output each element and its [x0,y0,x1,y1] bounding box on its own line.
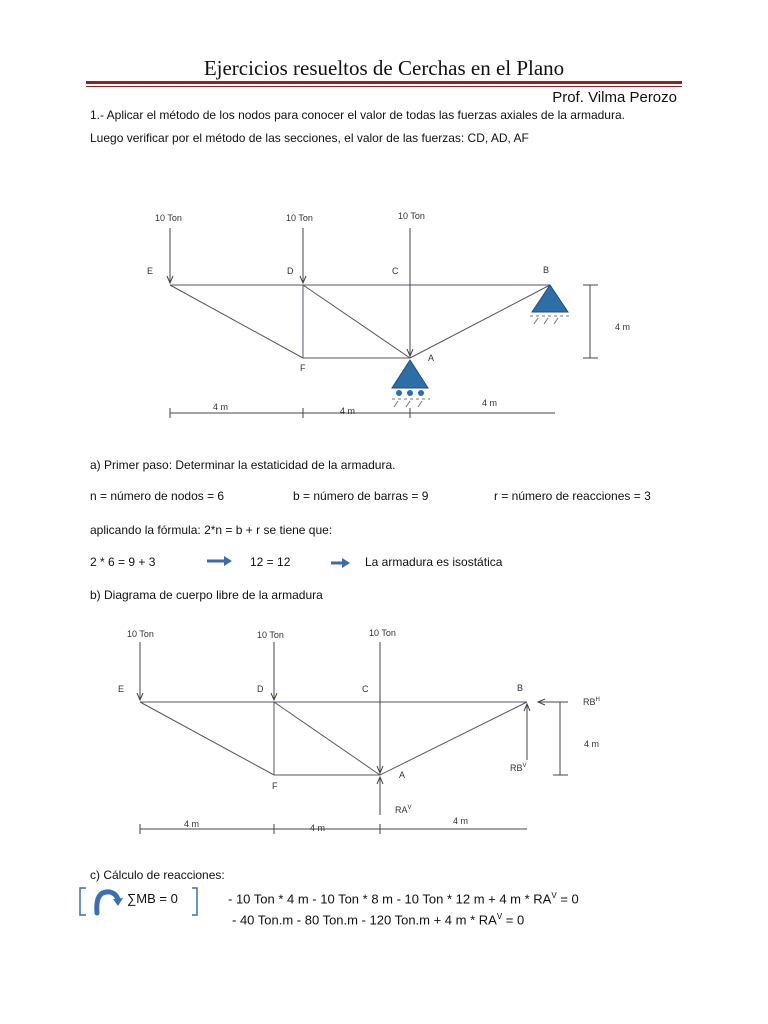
clockwise-moment-icon [97,892,123,913]
reaction-rbh-text: RB [583,697,596,707]
page-title: Ejercicios resueltos de Cerchas en el Plano [203,56,565,80]
node-label-e: E [147,266,154,276]
equation-2-main: - 40 Ton.m - 80 Ton.m - 120 Ton.m + 4 m * RA [232,912,497,928]
problem-line-2: Luego verificar por el método de las secciones, el valor de las fuerzas: CD, AD, AF [90,131,529,145]
reaction-rbh-sup: H [595,697,600,703]
step-a-heading: a) Primer paso: Determinar la estaticidad de la armadura. [90,458,396,472]
load-label-1: 10 Ton [127,629,154,639]
equation-1-end: = 0 [556,891,579,907]
formula-line: aplicando la fórmula: 2*n = b + r se tiene que: [90,523,333,537]
author: Prof. Vilma Perozo [552,89,677,106]
calc-line: 2 * 6 = 9 + 3 [90,555,156,569]
equation-1-main: - 10 Ton * 4 m - 10 Ton * 8 m - 10 Ton * 12 m + 4 m * RA [228,891,552,907]
nodes-count: n = número de nodos = 6 [90,489,225,503]
node-label-d: D [287,266,294,276]
bracket-right-icon [192,888,197,915]
equation-1 [228,891,579,906]
node-label-e: E [118,684,125,694]
node-label-a: A [399,770,406,780]
node-label-b: B [543,265,550,275]
node-label-b: B [517,683,524,693]
reaction-rav-text: RA [395,805,408,815]
load-label-3: 10 Ton [369,628,396,638]
sum-moments: ∑MB = 0 [127,891,178,906]
dim-label-3: 4 m [453,816,469,826]
bars-count: b = número de barras = 9 [293,489,429,503]
reaction-rav-sup: V [407,805,412,811]
dim-label-1: 4 m [213,402,229,412]
dim-label-1: 4 m [184,819,200,829]
dim-label-3: 4 m [482,398,498,408]
node-label-a: A [428,353,435,363]
reaction-rbv-text: RB [510,763,523,773]
dim-label-2: 4 m [340,406,356,416]
equation-2 [232,912,524,927]
dim-label-2: 4 m [310,823,326,833]
height-label: 4 m [584,739,600,749]
equation-2-sup: V [496,912,503,921]
result-line: 12 = 12 [250,555,291,569]
load-label-3: 10 Ton [398,211,425,221]
bracket-left-icon [80,888,86,915]
load-label-2: 10 Ton [257,630,284,640]
node-label-c: C [392,266,399,276]
reactions-count: r = número de reacciones = 3 [494,489,651,503]
problem-line-1: 1.- Aplicar el método de los nodos para conocer el valor de todas las fuerzas axiales de la armadura. [90,108,625,122]
node-label-f: F [300,363,306,373]
load-label-2: 10 Ton [286,213,313,223]
step-c-heading: c) Cálculo de reacciones: [90,868,225,882]
height-label: 4 m [615,322,631,332]
conclusion-line: La armadura es isostática [365,555,503,569]
equation-1-sup: V [551,891,557,900]
load-label-1: 10 Ton [155,213,182,223]
node-label-d: D [257,684,264,694]
step-b-heading: b) Diagrama de cuerpo libre de la armadura [90,588,323,602]
node-label-f: F [272,781,278,791]
reaction-rbv-sup: V [522,763,527,769]
equation-2-end: = 0 [502,912,525,928]
node-label-c: C [362,684,369,694]
